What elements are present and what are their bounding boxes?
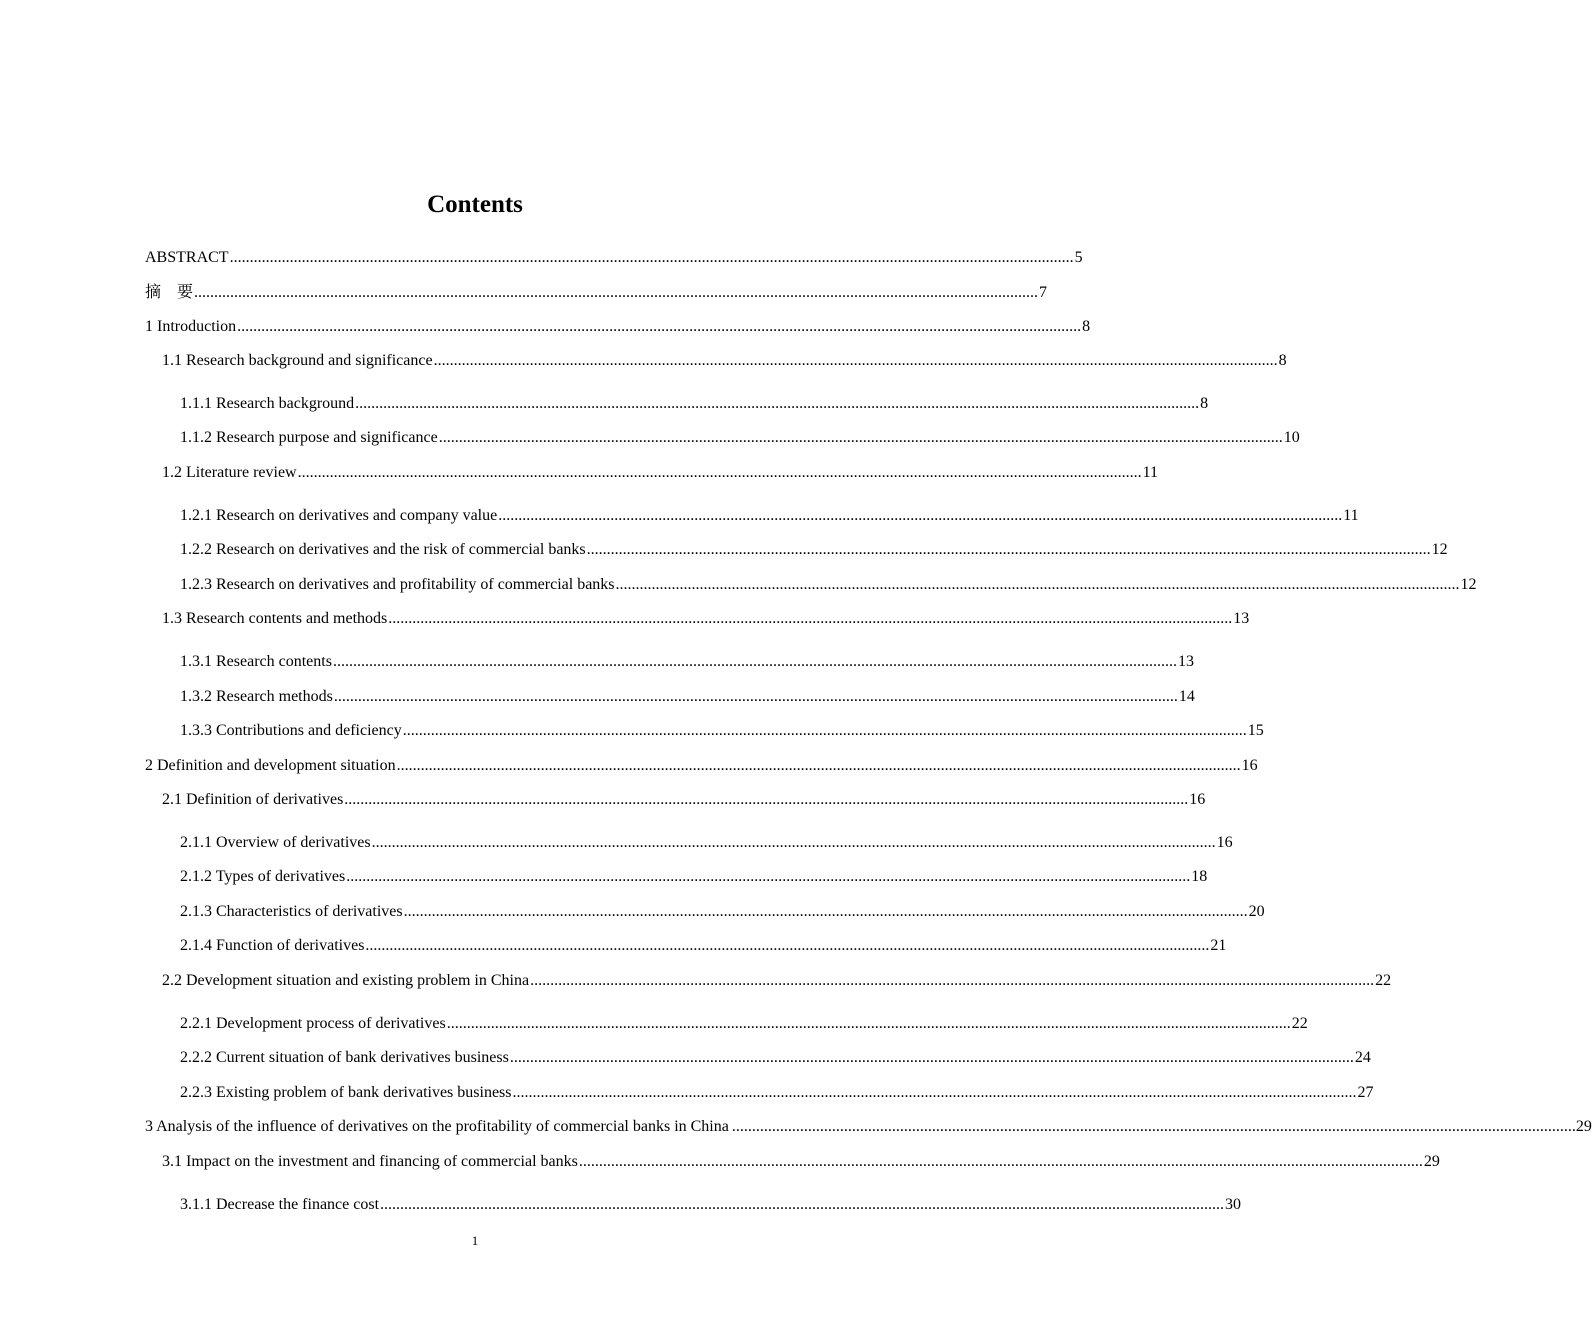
toc-page-number: 29 bbox=[1575, 1118, 1592, 1135]
toc-entry-subsection-2-1-4[interactable] bbox=[180, 936, 1227, 956]
toc-entry-subsection-1-3-1[interactable] bbox=[180, 652, 1194, 672]
toc-label: 1.2.1 Research on derivatives and company value bbox=[180, 507, 498, 524]
toc-leader: ................................................................................................................................................................................................................... bbox=[365, 937, 1210, 954]
toc-entry-subsection-2-1-3[interactable] bbox=[180, 902, 1265, 922]
toc-leader: ................................................................................................................................................................................................................... bbox=[371, 834, 1216, 851]
toc-leader: ................................................................................................................................................................................................................... bbox=[402, 722, 1247, 739]
toc-page-number: 8 bbox=[1200, 395, 1209, 412]
toc-leader: ................................................................................................................................................................................................................... bbox=[346, 868, 1191, 885]
toc-entry-subsection-2-2-1[interactable] bbox=[180, 1014, 1308, 1034]
toc-leader: ................................................................................................................................................................................................................... bbox=[512, 1084, 1357, 1101]
page-number-footer: 1 bbox=[471, 1233, 479, 1248]
toc-label: 1.1.1 Research background bbox=[180, 395, 355, 412]
toc-label: 2.1.2 Types of derivatives bbox=[180, 868, 346, 885]
toc-entry-section-3-1[interactable] bbox=[162, 1152, 1440, 1172]
toc-label: 2.1.4 Function of derivatives bbox=[180, 937, 365, 954]
toc-page-number: 20 bbox=[1248, 903, 1265, 920]
toc-label: 1.2.3 Research on derivatives and profitability of commercial banks bbox=[180, 576, 615, 593]
toc-page-number: 15 bbox=[1247, 722, 1264, 739]
toc-label: 1.3.1 Research contents bbox=[180, 653, 332, 670]
toc-entry-chapter-2[interactable] bbox=[145, 756, 1258, 776]
toc-page-number: 21 bbox=[1210, 937, 1227, 954]
toc-page-number: 8 bbox=[1082, 318, 1091, 335]
toc-leader: ................................................................................................................................................................................................................... bbox=[396, 757, 1241, 774]
toc-label: 1.2 Literature review bbox=[162, 464, 297, 481]
toc-entry-chinese-abstract[interactable] bbox=[145, 283, 1048, 303]
toc-label: 2.1.3 Characteristics of derivatives bbox=[180, 903, 403, 920]
toc-entry-subsection-2-2-3[interactable] bbox=[180, 1083, 1374, 1103]
toc-label: 1.3.2 Research methods bbox=[180, 688, 333, 705]
toc-label: 2.1.1 Overview of derivatives bbox=[180, 834, 371, 851]
toc-leader: ................................................................................................................................................................................................................... bbox=[433, 352, 1278, 369]
toc-page-number: 16 bbox=[1241, 757, 1258, 774]
page-title: Contents bbox=[427, 191, 523, 218]
toc-page-number: 22 bbox=[1291, 1015, 1308, 1032]
toc-label: 1.1.2 Research purpose and significance bbox=[180, 429, 438, 446]
toc-label: 3 Analysis of the influence of derivatives on the profitability of commercial banks in China bbox=[145, 1118, 729, 1135]
toc-label: 1.1 Research background and significance bbox=[162, 352, 433, 369]
toc-entry-section-1-2[interactable] bbox=[162, 463, 1159, 483]
toc-leader: ................................................................................................................................................................................................................... bbox=[498, 507, 1343, 524]
toc-entry-subsection-2-1-1[interactable] bbox=[180, 833, 1233, 853]
toc-label: 1.3.3 Contributions and deficiency bbox=[180, 722, 402, 739]
toc-page-number: 12 bbox=[1431, 541, 1448, 558]
toc-leader: ................................................................................................................................................................................................................... bbox=[388, 610, 1233, 627]
toc-entry-chapter-3[interactable] bbox=[145, 1117, 1592, 1137]
toc-leader: ................................................................................................................................................................................................................... bbox=[332, 653, 1177, 670]
toc-entry-subsection-1-2-2[interactable] bbox=[180, 540, 1448, 560]
toc-leader: ................................................................................................................................................................................................................... bbox=[355, 395, 1200, 412]
toc-entry-subsection-3-1-1[interactable] bbox=[180, 1195, 1242, 1215]
toc-page-number: 18 bbox=[1191, 868, 1208, 885]
toc-entry-chapter-1[interactable] bbox=[145, 317, 1091, 337]
toc-page-number: 13 bbox=[1177, 653, 1194, 670]
toc-leader: ................................................................................................................................................................................................................... bbox=[333, 688, 1178, 705]
toc-entry-section-1-1[interactable] bbox=[162, 351, 1287, 371]
toc-leader: ................................................................................................................................................................................................................... bbox=[344, 791, 1189, 808]
toc-leader: ................................................................................................................................................................................................................... bbox=[438, 429, 1283, 446]
toc-entry-subsection-1-3-3[interactable] bbox=[180, 721, 1264, 741]
toc-page-number: 11 bbox=[1343, 507, 1359, 524]
toc-entry-subsection-1-2-3[interactable] bbox=[180, 575, 1477, 595]
toc-leader: ................................................................................................................................................................................................................... bbox=[509, 1049, 1354, 1066]
toc-leader: ................................................................................................................................................................................................................... bbox=[586, 541, 1431, 558]
toc-entry-subsection-2-1-2[interactable] bbox=[180, 867, 1208, 887]
toc-page-number: 8 bbox=[1278, 352, 1287, 369]
toc-entry-subsection-1-3-2[interactable] bbox=[180, 687, 1195, 707]
toc-page-number: 16 bbox=[1216, 834, 1233, 851]
toc-page-number: 13 bbox=[1233, 610, 1250, 627]
toc-label: 2.2.1 Development process of derivatives bbox=[180, 1015, 446, 1032]
toc-entry-subsection-1-1-1[interactable] bbox=[180, 394, 1209, 414]
toc-entry-section-2-2[interactable] bbox=[162, 971, 1392, 991]
toc-leader: ................................................................................................................................................................................................................... bbox=[578, 1153, 1423, 1170]
toc-leader: ................................................................................................................................................................................................................... bbox=[297, 464, 1142, 481]
toc-page-number: 30 bbox=[1225, 1196, 1242, 1213]
toc-label: 3.1 Impact on the investment and financing of commercial banks bbox=[162, 1153, 578, 1170]
toc-leader: ................................................................................................................................................................................................................... bbox=[237, 318, 1082, 335]
toc-leader: ................................................................................................................................................................................................................... bbox=[380, 1196, 1225, 1213]
toc-entry-subsection-1-2-1[interactable] bbox=[180, 506, 1359, 526]
toc-leader: ................................................................................................................................................................................................................... bbox=[446, 1015, 1291, 1032]
toc-label: 1.2.2 Research on derivatives and the risk of commercial banks bbox=[180, 541, 586, 558]
toc-entry-subsection-2-2-2[interactable] bbox=[180, 1048, 1371, 1068]
toc-leader: ................................................................................................................................................................................................................... bbox=[194, 284, 1039, 301]
toc-label: 1 Introduction bbox=[145, 318, 237, 335]
toc-entry-section-1-3[interactable] bbox=[162, 609, 1250, 629]
toc-leader: ................................................................................................................................................................................................................... bbox=[403, 903, 1248, 920]
toc-page-number: 12 bbox=[1460, 576, 1477, 593]
toc-label: 2.2.3 Existing problem of bank derivatives business bbox=[180, 1084, 512, 1101]
toc-page-number: 22 bbox=[1375, 972, 1392, 989]
toc-page-number: 29 bbox=[1423, 1153, 1440, 1170]
toc-leader: ................................................................................................................................................................................................................... bbox=[731, 1118, 1576, 1135]
toc-page-number: 5 bbox=[1074, 249, 1083, 266]
toc-page-number: 11 bbox=[1142, 464, 1159, 481]
toc-page-number: 24 bbox=[1354, 1049, 1371, 1066]
toc-page-number: 14 bbox=[1178, 688, 1195, 705]
toc-leader: ................................................................................................................................................................................................................... bbox=[615, 576, 1460, 593]
toc-leader: ................................................................................................................................................................................................................... bbox=[530, 972, 1375, 989]
toc-page-number: 10 bbox=[1283, 429, 1300, 446]
toc-label: ABSTRACT bbox=[145, 249, 229, 266]
toc-page-number: 7 bbox=[1039, 284, 1048, 301]
toc-label: 2.2.2 Current situation of bank derivatives business bbox=[180, 1049, 509, 1066]
toc-label: 1.3 Research contents and methods bbox=[162, 610, 388, 627]
toc-label: 2.1 Definition of derivatives bbox=[162, 791, 344, 808]
toc-leader: ................................................................................................................................................................................................................... bbox=[229, 249, 1074, 266]
toc-label: 2.2 Development situation and existing problem in China bbox=[162, 972, 530, 989]
toc-label: 摘 要 bbox=[145, 284, 194, 301]
toc-page-number: 27 bbox=[1357, 1084, 1374, 1101]
toc-page-number: 16 bbox=[1189, 791, 1206, 808]
toc-label: 2 Definition and development situation bbox=[145, 757, 396, 774]
toc-entry-subsection-1-1-2[interactable] bbox=[180, 428, 1300, 448]
toc-label: 3.1.1 Decrease the finance cost bbox=[180, 1196, 380, 1213]
toc-entry-abstract[interactable] bbox=[145, 248, 1083, 268]
toc-entry-section-2-1[interactable] bbox=[162, 790, 1206, 810]
